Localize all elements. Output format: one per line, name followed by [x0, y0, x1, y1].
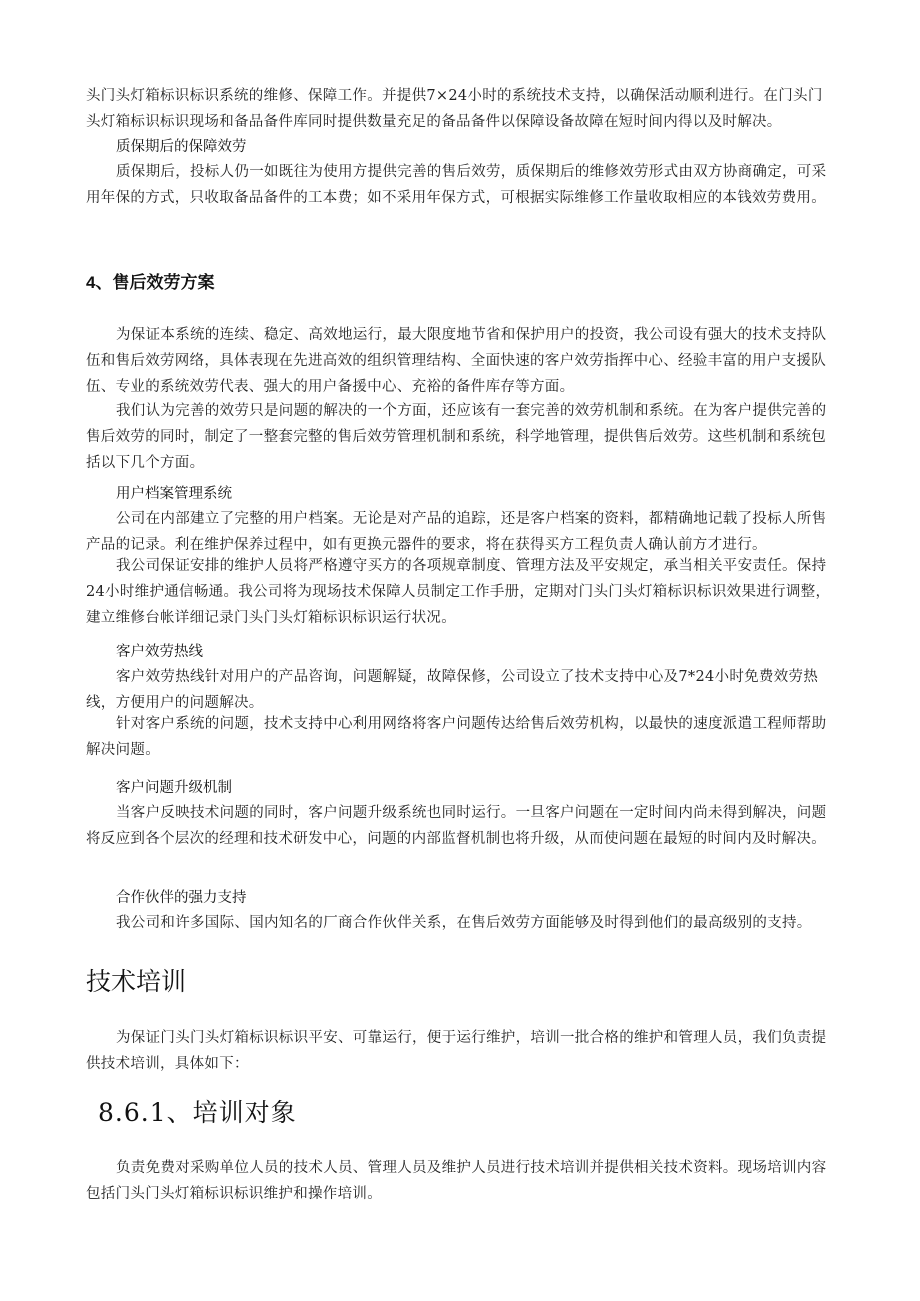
- user-archive-paragraph-2: 我公司保证安排的维护人员将严格遵守买方的各项规章制度、管理方法及平安规定，承当相关平安责任。保持24小时维护通信畅通。我公司将为现场技术保障人员制定工作手册，定期对门头门头灯箱标识标识效果进行调整，建立维修台帐详细记录门头门头灯箱标识标识运行状况。: [86, 558, 831, 626]
- hotline-paragraph-2: 针对客户系统的问题，技术支持中心利用网络将客户问题传达给售后效劳机构，以最快的速度派遣工程师帮助解决问题。: [86, 716, 827, 758]
- warranty-after-paragraph: 质保期后，投标人仍一如既往为使用方提供完善的售后效劳，质保期后的维修效劳形式由双方协商确定，可采用年保的方式，只收取备品备件的工本费；如不采用年保方式，可根据实际维修工作量收取相应的本钱效劳费用。: [86, 164, 827, 206]
- user-archive-heading: 用户档案管理系统: [116, 486, 232, 502]
- section-4-paragraph-2: 我们认为完善的效劳只是问题的解决的一个方面，还应该有一套完善的效劳机制和系统。在为客户提供完善的售后效劳的同时，制定了一整套完整的售后效劳管理机制和系统，科学地管理，提供售后效劳。这些机制和系统包括以下几个方面。: [86, 403, 827, 471]
- warranty-after-heading: 质保期后的保障效劳: [116, 139, 247, 155]
- partners-paragraph: 我公司和许多国际、国内知名的厂商合作伙伴关系，在售后效劳方面能够及时得到他们的最高级别的支持。: [116, 915, 812, 931]
- escalation-heading: 客户问题升级机制: [116, 780, 232, 796]
- section-4-heading: 4、售后效劳方案: [86, 273, 215, 292]
- training-target-paragraph: 负责免费对采购单位人员的技术人员、管理人员及维护人员进行技术培训并提供相关技术资料。现场培训内容包括门头门头灯箱标识标识维护和操作培训。: [86, 1160, 827, 1202]
- section-4-paragraph-1: 为保证本系统的连续、稳定、高效地运行，最大限度地节省和保护用户的投资，我公司设有强大的技术支持队伍和售后效劳网络，具体表现在先进高效的组织管理结构、全面快速的客户效劳指挥中心、经验丰富的用户支援队伍、专业的系统效劳代表、强大的用户备援中心、充裕的备件库存等方面。: [86, 327, 827, 395]
- escalation-paragraph: 当客户反映技术问题的同时，客户问题升级系统也同时运行。一旦客户问题在一定时间内尚未得到解决，问题将反应到各个层次的经理和技术研发中心，问题的内部监督机制也将升级，从而使问题在最短的时间内及时解决。: [86, 805, 827, 847]
- training-paragraph: 为保证门头门头灯箱标识标识平安、可靠运行，便于运行维护，培训一批合格的维护和管理人员，我们负责提供技术培训，具体如下：: [86, 1030, 827, 1072]
- user-archive-paragraph-1: 公司在内部建立了完整的用户档案。无论是对产品的追踪，还是客户档案的资料，都精确地记载了投标人所售产品的记录。利在维护保养过程中，如有更换元器件的要求，将在获得买方工程负责人确认前方才进行。: [86, 511, 827, 553]
- hotline-heading: 客户效劳热线: [116, 644, 203, 660]
- training-heading: 技术培训: [86, 968, 187, 996]
- hotline-paragraph-1: 客户效劳热线针对用户的产品咨询，问题解疑，故障保修，公司设立了技术支持中心及7*24小时免费效劳热线，方便用户的问题解决。: [86, 669, 819, 711]
- intro-paragraph: 头门头灯箱标识标识系统的维修、保障工作。并提供7×24小时的系统技术支持，以确保活动顺利进行。在门头门头灯箱标识标识现场和备品备件库同时提供数量充足的备品备件以保障设备故障在短时间内得以及时解决。: [86, 88, 823, 130]
- training-target-heading: 8.6.1、培训对象: [98, 1098, 297, 1127]
- partners-heading: 合作伙伴的强力支持: [116, 890, 247, 906]
